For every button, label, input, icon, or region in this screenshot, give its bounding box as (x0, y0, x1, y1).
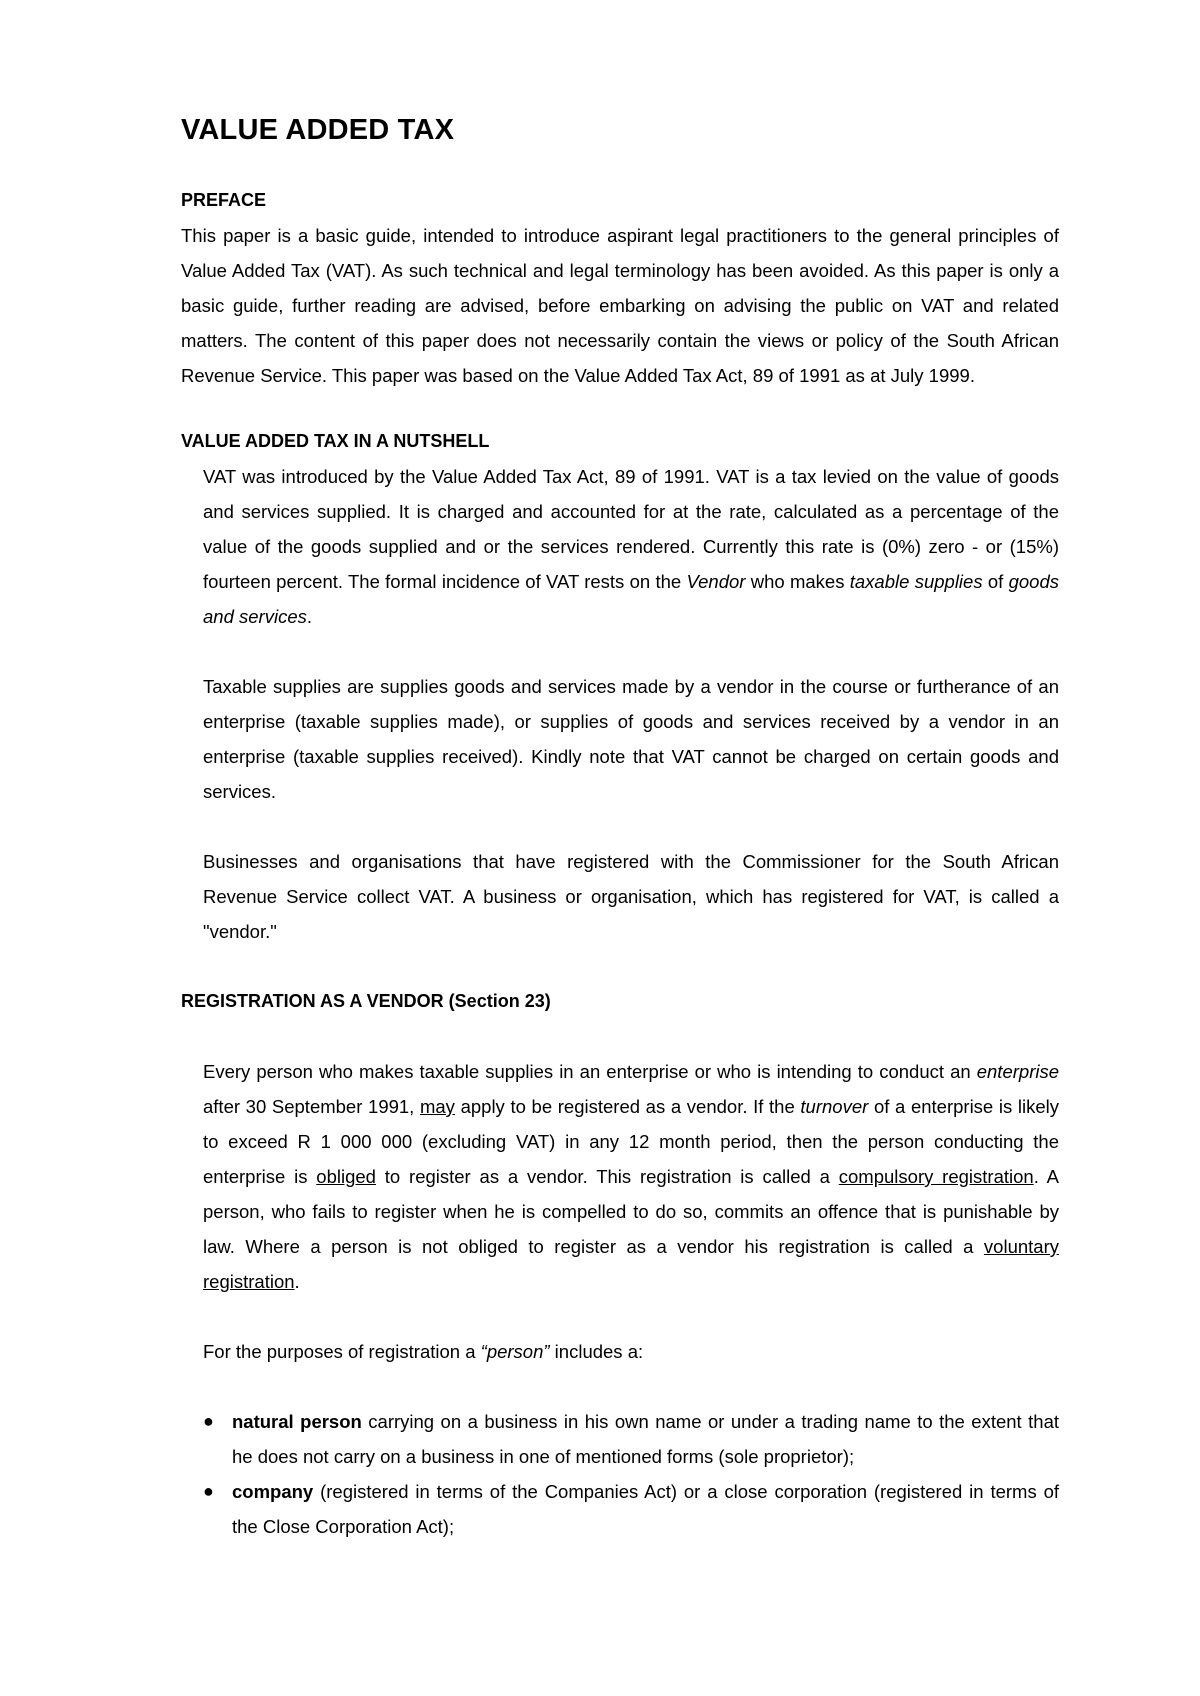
underlined-term-may: may (419, 1096, 455, 1117)
text-run: after 30 September 1991, (203, 1096, 420, 1117)
bullet-icon: ● (203, 1481, 214, 1501)
italic-term-taxable-supplies: taxable supplies (849, 571, 983, 592)
italic-term-goods-and-services: goods and services (203, 571, 1059, 627)
text-run: VAT was introduced by the Value Added Tax Act, 89 of 1991. VAT is a tax levied on the value of goods and services supplied. It is charged and accounted for at the rate, calculated as a percentage of the value of the goods supplied and or the services rendered. Currently this rate is (0%) zero - or (15%) fourteen percent. The formal incidence of VAT rests on the (203, 466, 1059, 592)
list-item (203, 1404, 1059, 1474)
text-run: . (294, 1271, 300, 1292)
nutshell-heading: VALUE ADDED TAX IN A NUTSHELL (181, 431, 490, 451)
italic-term-turnover: turnover (800, 1096, 869, 1117)
text-run: . A person, who fails to register when he is compelled to do so, commits an offence that is punishable by law. Where a person is not obliged to register as a vendor his registration is called a (203, 1166, 1059, 1257)
italic-term-person: “person” (480, 1341, 550, 1362)
text-run: to register as a vendor. This registration is called a (375, 1166, 839, 1187)
nutshell-paragraph-1 (203, 459, 1059, 634)
text-run: of (982, 571, 1009, 592)
underlined-term-obliged: obliged (316, 1166, 376, 1187)
underlined-term-compulsory-registration: compulsory registration (838, 1166, 1034, 1187)
list-item-text: carrying on a business in his own name or under a trading name to the extent that he does not carry on a business in one of mentioned forms (sole proprietor); (232, 1411, 1059, 1467)
text-run: includes a: (549, 1341, 644, 1362)
list-item-term: natural person (232, 1411, 362, 1432)
text-run: Every person who makes taxable supplies in an enterprise or who is intending to conduct an (203, 1061, 977, 1082)
registration-paragraph-2 (203, 1334, 1059, 1369)
bullet-icon: ● (203, 1411, 214, 1431)
document-page (181, 110, 1059, 1544)
text-run: For the purposes of registration a (203, 1341, 481, 1362)
nutshell-paragraph-2: Taxable supplies are supplies goods and services made by a vendor in the course or furtherance of an enterprise (taxable supplies made), or supplies of goods and services received by a vendor in an enterprise (taxable supplies received). Kindly note that VAT cannot be charged on certain goods and services. (203, 676, 1059, 802)
document-title: VALUE ADDED TAX (181, 114, 455, 146)
list-item (203, 1474, 1059, 1544)
preface-paragraph: This paper is a basic guide, intended to introduce aspirant legal practitioners to the general principles of Value Added Tax (VAT). As such technical and legal terminology has been avoided. As this paper is only a basic guide, further reading are advised, before embarking on advising the public on VAT and related matters. The content of this paper does not necessarily contain the views or policy of the South African Revenue Service. This paper was based on the Value Added Tax Act, 89 of 1991 as at July 1999. (181, 225, 1059, 386)
person-types-list (203, 1404, 1059, 1544)
nutshell-paragraph-3: Businesses and organisations that have registered with the Commissioner for the South African Revenue Service collect VAT. A business or organisation, which has registered for VAT, is called a "vendor." (203, 851, 1059, 942)
registration-paragraph-1 (203, 1054, 1059, 1299)
text-run: of a enterprise is likely to exceed R 1 000 000 (excluding VAT) in any 12 month period, then the person conducting the enterprise is (203, 1096, 1059, 1187)
underlined-term-voluntary-registration: voluntary registration (203, 1236, 1059, 1292)
italic-term-vendor: Vendor (686, 571, 746, 592)
registration-heading: REGISTRATION AS A VENDOR (Section 23) (181, 991, 551, 1011)
text-run: apply to be registered as a vendor. If the (454, 1096, 801, 1117)
list-item-text: (registered in terms of the Companies Act) or a close corporation (registered in terms of the Close Corporation Act); (232, 1481, 1059, 1537)
preface-heading: PREFACE (181, 190, 267, 210)
text-run: . (306, 606, 312, 627)
list-item-term: company (232, 1481, 314, 1502)
text-run: who makes (745, 571, 850, 592)
italic-term-enterprise: enterprise (976, 1061, 1059, 1082)
